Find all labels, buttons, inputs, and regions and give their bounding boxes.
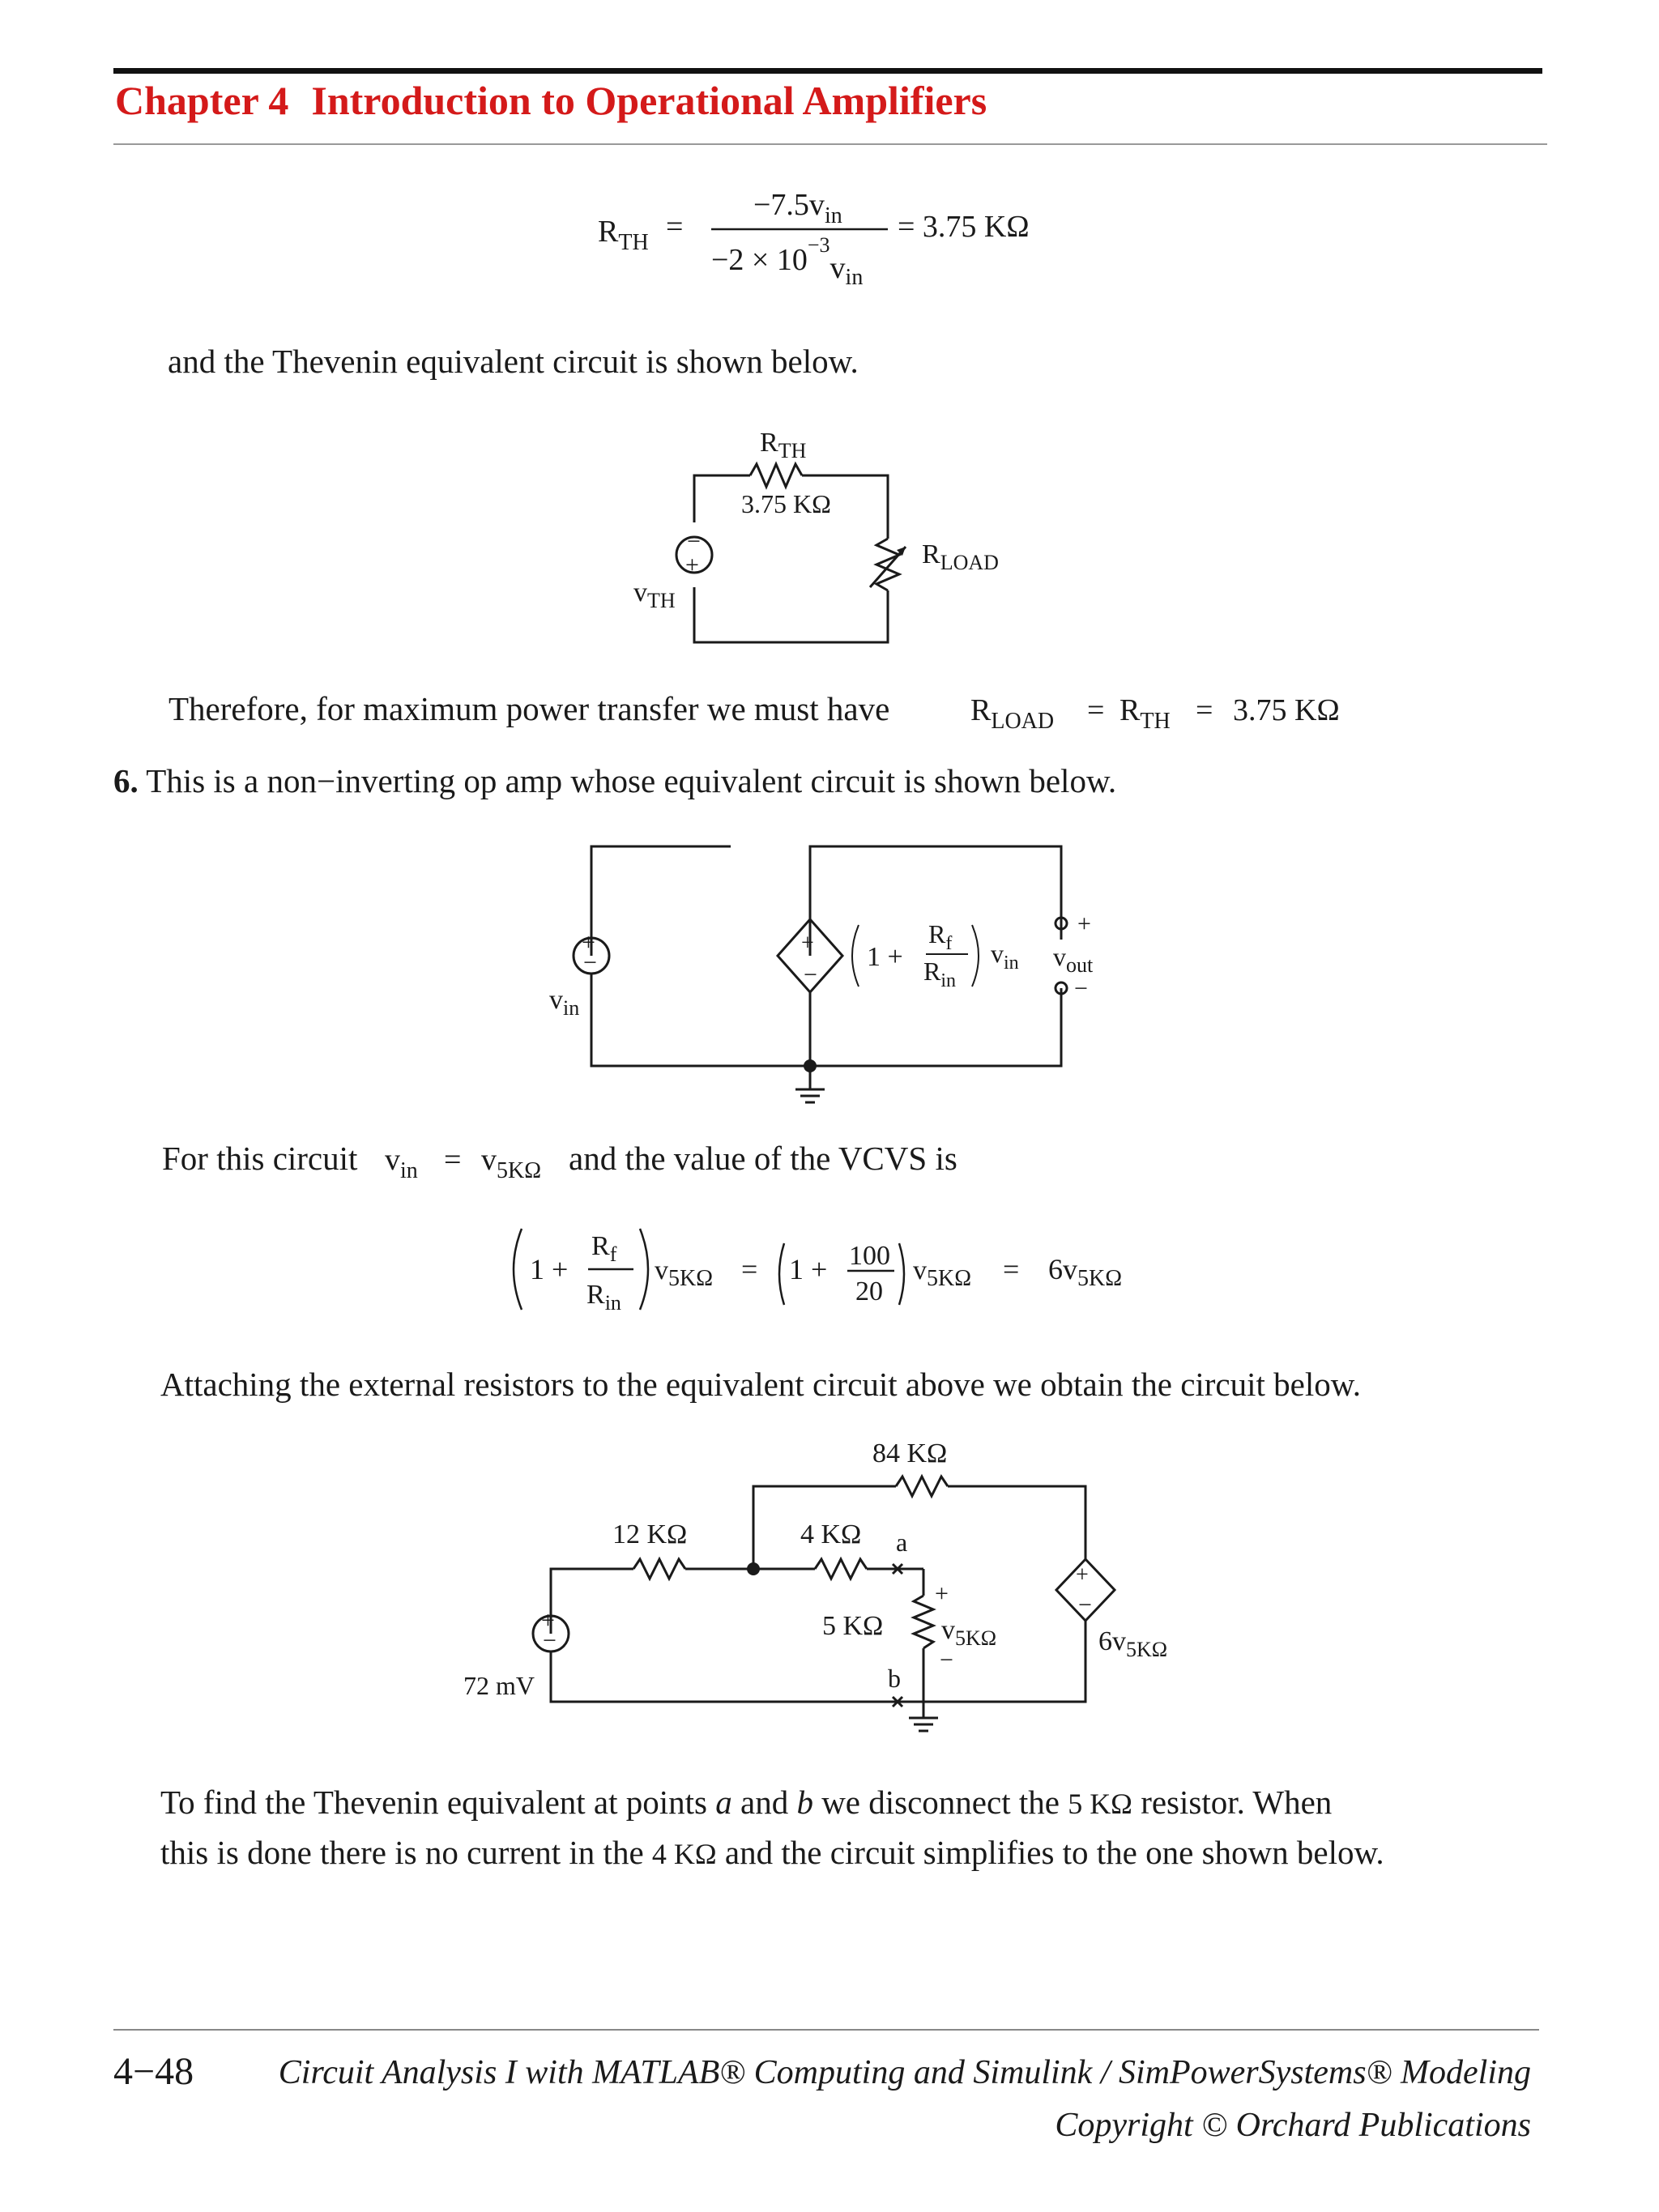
- equation-vcvs: [510, 1219, 1158, 1324]
- copyright: Copyright © Orchard Publications: [1055, 2107, 1531, 2144]
- vcvs-eq-one-plus-1: 1 +: [530, 1253, 569, 1285]
- vth-label: $v_{TH}$: [633, 578, 676, 612]
- vth-minus: −: [687, 528, 701, 555]
- vcvs-eq-eq1: =: [741, 1253, 758, 1285]
- v5k-plus: +: [935, 1580, 949, 1607]
- vcvs-eq-paren-2r: [899, 1243, 904, 1305]
- vcvs-eq-rin: $R_{in}$: [586, 1280, 621, 1315]
- equation-rth: [567, 178, 1134, 308]
- p3-v5k: $v_{5K\Omega}$: [481, 1143, 542, 1183]
- nonin-wire-left-top: [591, 846, 731, 956]
- noninverting-circuit: [518, 834, 1166, 1110]
- eq-rth-numerator: $-7.5v_{in}$: [753, 188, 842, 228]
- problem-6-number: 6.: [113, 762, 139, 799]
- vcvs-minus: −: [804, 961, 817, 988]
- vout-minus: −: [1074, 975, 1088, 1002]
- ext-wire-bottom-left: [551, 1652, 923, 1702]
- eq-rth-denominator: $-2 \times 10^{-3}v_{in}$: [711, 233, 864, 290]
- r5k-resistor: [914, 1596, 933, 1648]
- max-power-rload: $R_{LOAD}$: [970, 693, 1055, 734]
- p3-eq: =: [444, 1143, 462, 1177]
- src-minus: −: [543, 1627, 557, 1654]
- r12k-resistor: [633, 1559, 685, 1579]
- vcvs-eq-result: $6v_{5K\Omega}$: [1048, 1253, 1123, 1291]
- vout-plus: +: [1077, 910, 1091, 937]
- p5-line2: this is done there is no current in the 4 KΩ and the circuit simplifies to the one shown below.: [160, 1834, 1384, 1871]
- vcvs-plus: +: [801, 931, 814, 956]
- footer-rule: [113, 2029, 1539, 2031]
- p3-vin: $v_{in}$: [385, 1143, 418, 1183]
- ext-node-dot: [747, 1562, 760, 1575]
- vcvs-eq-paren-1r: [640, 1229, 648, 1310]
- vin-minus: −: [583, 949, 597, 976]
- vcvs-eq-rf: $R_f$: [591, 1231, 617, 1266]
- max-power-eq2: =: [1196, 693, 1213, 727]
- vcvs-eq-paren-2l: [779, 1243, 784, 1305]
- p3-text-a: For this circuit: [162, 1140, 358, 1177]
- rload-resistor: [876, 539, 899, 590]
- chapter-heading: [115, 77, 987, 124]
- eq-rth-equals: =: [666, 210, 684, 244]
- ext-wire-84k-right: [948, 1486, 1085, 1559]
- book-title: Circuit Analysis I with MATLAB® Computing and Simulink / SimPowerSystems® Modeling: [278, 2054, 1531, 2091]
- r5k-label: 5 KΩ: [822, 1611, 884, 1641]
- max-power-text: Therefore, for maximum power transfer we must have: [168, 690, 890, 727]
- ground-node-dot: [804, 1059, 817, 1072]
- r84k-label: 84 KΩ: [872, 1438, 948, 1468]
- problem-6-text: This is a non−inverting op amp whose equivalent circuit is shown below.: [146, 762, 1117, 799]
- rth-resistor: [750, 464, 802, 487]
- paragraph-thevenin-ab: [154, 1778, 1563, 1891]
- vcvs-eq-den: 20: [855, 1276, 883, 1306]
- gain-one-plus: 1 +: [867, 942, 903, 972]
- header-rule-thick: [113, 68, 1542, 74]
- max-power-eq1: =: [1087, 693, 1105, 727]
- rth-label: $R_{TH}$: [760, 428, 807, 462]
- vcvs-eq-num: 100: [849, 1241, 890, 1271]
- r12k-label: 12 KΩ: [612, 1519, 688, 1549]
- gain-vin: $v_{in}$: [991, 939, 1019, 974]
- vout-label: $v_{out}$: [1053, 942, 1094, 977]
- gain-rin: $R_{in}$: [923, 957, 957, 991]
- vcvs-eq-eq2: =: [1003, 1253, 1020, 1285]
- rload-label: $R_{LOAD}$: [922, 539, 999, 574]
- r84k-resistor: [896, 1477, 948, 1496]
- chapter-title: Introduction to Operational Amplifiers: [311, 78, 987, 123]
- eq-rth-lhs: $R_{TH}$: [598, 215, 649, 255]
- rth-value: 3.75 KΩ: [741, 489, 831, 518]
- page-number: 4−48: [113, 2050, 194, 2093]
- vcvs-eq-v-b: $v_{5K\Omega}$: [913, 1255, 972, 1291]
- chapter-number: Chapter 4: [115, 78, 289, 123]
- max-power-rth: $R_{TH}$: [1120, 693, 1171, 734]
- vcvs-eq-v-a: $v_{5K\Omega}$: [655, 1255, 714, 1291]
- paragraph-max-power: [162, 684, 1377, 741]
- vcvs-eq-one-plus-2: 1 +: [789, 1253, 828, 1285]
- v5k-label: $v_{5K\Omega}$: [941, 1615, 997, 1650]
- thevenin-wire-bottom: [694, 587, 888, 642]
- max-power-value: 3.75 KΩ: [1233, 693, 1340, 727]
- dep-label: $6v_{5K\Omega}$: [1098, 1626, 1168, 1661]
- gain-rf: $R_f$: [928, 919, 953, 954]
- src-plus: +: [541, 1607, 555, 1634]
- header-rule-thin: [113, 143, 1547, 145]
- problem-6: [113, 761, 1116, 800]
- p3-text-b: and the value of the VCVS is: [569, 1140, 957, 1177]
- r4k-label: 4 KΩ: [800, 1519, 862, 1549]
- external-circuit: [454, 1430, 1231, 1770]
- vth-plus: +: [685, 552, 699, 578]
- eq-rth-result: = 3.75 KΩ: [898, 210, 1030, 244]
- paragraph-attaching: Attaching the external resistors to the equivalent circuit above we obtain the circuit below.: [160, 1366, 1361, 1403]
- ext-wire-12k-left: [551, 1569, 633, 1634]
- node-b-label: b: [888, 1664, 901, 1693]
- gain-paren-right: [972, 925, 979, 987]
- nonin-wire-bottom: [591, 974, 1061, 1066]
- node-a-label: a: [896, 1528, 908, 1557]
- thevenin-circuit: [616, 417, 1053, 660]
- gain-paren-left: [852, 925, 859, 987]
- vin-label: $v_{in}$: [549, 985, 580, 1020]
- paragraph-vin-equals: [154, 1134, 1126, 1191]
- dep-plus: +: [1076, 1562, 1089, 1588]
- r4k-resistor: [815, 1559, 867, 1579]
- vcvs-eq-paren-1l: [514, 1229, 522, 1310]
- p5-line1: To find the Thevenin equivalent at points a and b we disconnect the 5 KΩ resistor. When: [160, 1784, 1333, 1821]
- paragraph-thevenin-intro: and the Thevenin equivalent circuit is shown below.: [168, 343, 859, 380]
- source-72mv-label: 72 mV: [463, 1671, 535, 1700]
- dep-minus: −: [1078, 1592, 1092, 1618]
- v5k-minus: −: [940, 1647, 953, 1673]
- vin-plus: +: [582, 929, 595, 956]
